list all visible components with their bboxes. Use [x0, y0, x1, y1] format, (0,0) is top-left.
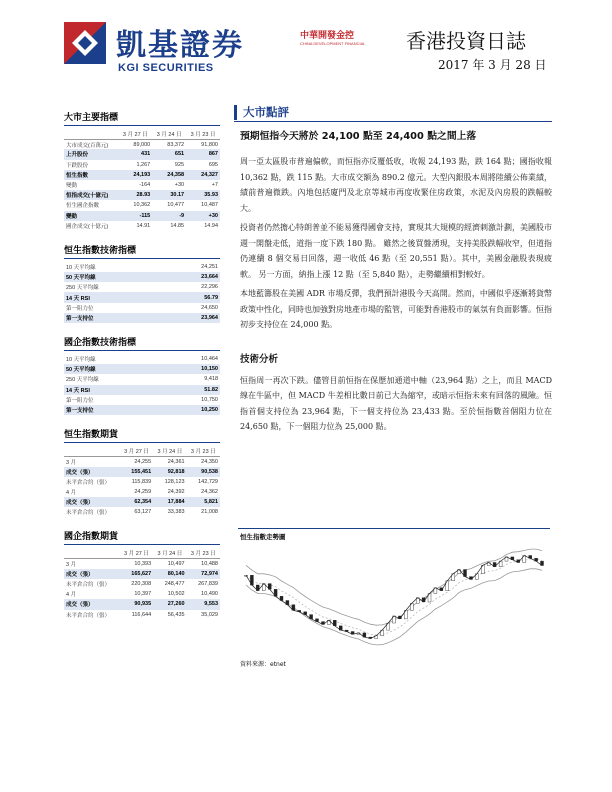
- brand-name: 凱基證券: [116, 28, 244, 63]
- col-date: 3 月 24 日: [153, 446, 186, 456]
- col-date: 3 月 23 日: [187, 446, 220, 456]
- hsi-technical: [64, 243, 220, 323]
- row-label: 成交（張）: [64, 569, 120, 579]
- partner-logo-sub: CHINA DEVELOPMENT FINANCIAL: [300, 41, 366, 46]
- left-column: [64, 110, 220, 632]
- paragraph: 周一亞太區股市普遍偏軟，而恒指亦反覆低收，收報 24,193 點，跌 164 點；國指收報 10,362 點，跌 115 點。大市成交額為 890.2 億元。大型內銀股本周將陸續公佈業績，績前普遍微跌。內地包括廈門及北京等城市再度收緊住房政策，水泥及內房股的跌幅較大。: [240, 157, 552, 213]
- cell-value: 10,750: [201, 396, 218, 403]
- cell-value: 22,296: [201, 284, 218, 291]
- cell-value: 33,383: [167, 509, 185, 516]
- cell-value: 10,497: [167, 560, 185, 567]
- cell-value: 10,502: [167, 591, 185, 598]
- table-row: [64, 200, 220, 210]
- hscei-futures-title: 國企指數期貨: [64, 529, 220, 545]
- lower-band-line: [246, 569, 542, 645]
- cell-value: 10,488: [201, 560, 218, 567]
- cell-value: 165,627: [120, 569, 153, 579]
- col-date: 3 月 27 日: [118, 129, 152, 139]
- row-label: 250 天平均線: [66, 377, 99, 384]
- technical-analysis-paragraph: 恒指周一再次下跌。儘管目前恒指在保歷加通道中軸（23,964 點）之上，而且 MACD 線在牛區中，但 MACD 牛差相比數日前已大為縮窄，或暗示恒指未來有回落的風險。恒指首個支持位為 23,964 點，下一個支持位為 23,433 點。至於恒指數首個阻力位在 24,650 點，下一個阻力位為 25,000 點。: [240, 375, 552, 431]
- cell-value: 9,553: [187, 599, 220, 609]
- col-date: 3 月 24 日: [152, 129, 186, 139]
- cell-value: 21,008: [201, 509, 218, 516]
- row-label: 4 月: [66, 592, 77, 599]
- row-label: 未平倉合約（張）: [66, 582, 111, 589]
- cell-value: 91,800: [201, 141, 218, 148]
- commentary: [234, 104, 552, 439]
- market-indicators-title: 大市主要指標: [64, 110, 220, 126]
- cell-value: 30.17: [152, 190, 186, 200]
- cell-value: 35,029: [201, 611, 218, 618]
- hscei-technical-title: 國企指數技術指標: [64, 335, 220, 351]
- row-label: 大市成交(百萬元): [66, 142, 109, 149]
- cell-value: 10,250: [164, 405, 220, 415]
- row-label: 10 天平均線: [66, 357, 96, 364]
- row-label: 成交（張）: [64, 497, 120, 507]
- table-row: [64, 303, 220, 313]
- table-row: [64, 170, 220, 180]
- table-row: [64, 221, 220, 231]
- row-label: 第一支持位: [64, 405, 164, 415]
- hsi-futures-title: 恒生指數期貨: [64, 427, 220, 443]
- table-row: [64, 579, 220, 589]
- table-row: [64, 487, 220, 497]
- row-label: 上升股份: [64, 149, 118, 159]
- cell-value: 24,193: [118, 170, 152, 180]
- table-row: [64, 262, 220, 272]
- row-label: 第一阻力位: [66, 397, 94, 404]
- cell-value: -115: [118, 211, 152, 221]
- table-row: [64, 139, 220, 149]
- cell-value: 867: [186, 149, 220, 159]
- row-label: 變動: [66, 183, 78, 190]
- cell-value: 116,644: [131, 611, 152, 618]
- row-label: 成交（張）: [64, 599, 120, 609]
- cell-value: 56.79: [164, 292, 220, 302]
- cell-value: 14.91: [136, 222, 151, 229]
- series-line: [246, 556, 542, 639]
- cell-value: 89,000: [133, 141, 151, 148]
- hsi-technical-title: 恒生指數技術指標: [64, 243, 220, 259]
- table-row: [64, 160, 220, 170]
- cell-value: 10,362: [133, 202, 151, 209]
- row-label: 未平倉合約（張）: [66, 612, 111, 619]
- cell-value: 72,974: [187, 569, 220, 579]
- chart-title: 恒生指數走勢圖: [240, 533, 286, 541]
- cell-value: 24,350: [201, 458, 218, 465]
- hsi-futures-table: [64, 446, 220, 517]
- cell-value: +30: [174, 182, 185, 189]
- row-label: 恒指成交(十億元): [64, 190, 118, 200]
- brand-subtitle: KGI SECURITIES: [118, 62, 214, 74]
- row-label: 變動: [64, 211, 118, 221]
- table-row: [64, 292, 220, 302]
- row-label: 恒生指數: [64, 170, 118, 180]
- table-row: [64, 190, 220, 200]
- table-row: [64, 395, 220, 405]
- cell-value: 24,650: [201, 304, 218, 311]
- cell-value: 5,821: [187, 497, 220, 507]
- table-row: [64, 149, 220, 159]
- cell-value: 27,260: [153, 599, 186, 609]
- table-row: [64, 313, 220, 323]
- cell-value: 10,487: [201, 202, 218, 209]
- divider: [234, 121, 552, 122]
- cell-value: 17,884: [153, 497, 186, 507]
- cell-value: 1,267: [136, 161, 151, 168]
- paragraph: 投資者仍然擔心特朗普並不能易獲得國會支持，實現其大規模的經濟刺激計劃，美國股市週一開盤走低，道指一度下跌 180 點。 雖然之後買盤湧現，支持美股跌幅收窄，但道指仍連續 8 個交易日回落，週一收低 46 點（至 20,551 點）。其中，美國金融股表現疲軟。 另一方面，納指上漲 12 點（至 5,840 點），走勢繼續相對較好。: [240, 223, 552, 279]
- cell-value: 24,255: [134, 458, 152, 465]
- col-date: 3 月 27 日: [120, 446, 153, 456]
- row-label: 14 天 RSI: [64, 385, 164, 395]
- table-row: [64, 374, 220, 384]
- cell-value: 24,259: [134, 488, 152, 495]
- cell-value: 267,839: [198, 581, 218, 588]
- col-date: 3 月 23 日: [187, 548, 220, 558]
- cell-value: 128,123: [164, 478, 185, 485]
- col-date: 3 月 24 日: [153, 548, 186, 558]
- row-label: 國企成交(十億元): [66, 223, 109, 230]
- table-row: [64, 507, 220, 517]
- cell-value: 62,354: [120, 497, 153, 507]
- cell-value: 142,729: [198, 478, 218, 485]
- cell-value: 51.82: [164, 385, 220, 395]
- row-label: 3 月: [66, 561, 77, 568]
- cell-value: 23,964: [164, 313, 220, 323]
- commentary-title: 大市點評: [243, 105, 289, 119]
- cell-value: 10,490: [201, 591, 218, 598]
- source-note: 資料來源：etnet: [240, 661, 286, 668]
- row-label: 第一阻力位: [66, 305, 94, 312]
- cell-value: 90,538: [187, 467, 220, 477]
- cell-value: 24,358: [152, 170, 186, 180]
- table-row: [64, 569, 220, 579]
- cell-value: 24,362: [201, 488, 218, 495]
- hscei-technical-table: [64, 354, 220, 415]
- cell-value: 23,664: [164, 272, 220, 282]
- cell-value: 651: [152, 149, 186, 159]
- table-row: [64, 282, 220, 292]
- cell-value: 10,397: [134, 591, 152, 598]
- market-indicators: [64, 110, 220, 231]
- cell-value: +7: [211, 182, 218, 189]
- cell-value: 695: [208, 161, 218, 168]
- cell-value: -9: [152, 211, 186, 221]
- table-row: [64, 272, 220, 282]
- table-row: [64, 589, 220, 599]
- cell-value: 24,327: [186, 170, 220, 180]
- row-label: 未平倉合約（張）: [66, 479, 111, 486]
- commentary-header: [234, 104, 552, 122]
- hscei-futures-table: [64, 548, 220, 619]
- row-label: 第一支持位: [64, 313, 164, 323]
- cell-value: -164: [139, 182, 151, 189]
- row-label: 恒生國企指數: [66, 203, 100, 210]
- table-row: [64, 477, 220, 487]
- technical-analysis-title: 技術分析: [240, 353, 279, 365]
- table-row: [64, 467, 220, 477]
- row-label: 50 天平均線: [64, 272, 164, 282]
- cell-value: 28.93: [118, 190, 152, 200]
- cell-value: 24,361: [167, 458, 185, 465]
- row-label: 4 月: [66, 489, 77, 496]
- cell-value: 10,393: [134, 560, 152, 567]
- row-label: 成交（張）: [64, 467, 120, 477]
- row-label: 未平倉合約（張）: [66, 510, 111, 517]
- cell-value: +30: [186, 211, 220, 221]
- col-date: 3 月 23 日: [186, 129, 220, 139]
- cell-value: 10,477: [167, 202, 185, 209]
- cell-value: 90,935: [120, 599, 153, 609]
- table-row: [64, 456, 220, 466]
- row-label: 3 月: [66, 459, 77, 466]
- cell-value: 431: [118, 149, 152, 159]
- kgi-logo-icon: [64, 22, 106, 64]
- hscei-futures: [64, 529, 220, 619]
- table-row: [64, 211, 220, 221]
- cell-value: 14.94: [204, 222, 218, 229]
- cell-value: 63,127: [134, 509, 152, 516]
- row-label: 250 天平均線: [66, 285, 99, 292]
- table-row: [64, 610, 220, 620]
- cell-value: 80,140: [153, 569, 186, 579]
- cell-value: 155,451: [120, 467, 153, 477]
- table-row: [64, 405, 220, 415]
- mid-band-line: [246, 559, 542, 635]
- report-date: 2017 年 3 月 28 日: [438, 58, 547, 72]
- market-indicators-table: [64, 129, 220, 231]
- table-row: [64, 180, 220, 190]
- cell-value: 9,418: [204, 376, 218, 383]
- table-row: [64, 497, 220, 507]
- cell-value: 925: [174, 161, 185, 168]
- table-row: [64, 385, 220, 395]
- cell-value: 10,464: [201, 356, 218, 363]
- cell-value: 14.85: [170, 222, 185, 229]
- cell-value: 24,251: [201, 263, 218, 270]
- table-row: [64, 599, 220, 609]
- col-date: 3 月 27 日: [120, 548, 153, 558]
- table-row: [64, 559, 220, 569]
- row-label: 50 天平均線: [64, 364, 164, 374]
- section-marker: [234, 105, 237, 120]
- row-label: 14 天 RSI: [64, 292, 164, 302]
- headline: 預期恒指今天將於 24,100 點至 24,400 點之間上落: [240, 131, 477, 142]
- hscei-technical: [64, 335, 220, 415]
- cell-value: 35.93: [186, 190, 220, 200]
- table-row: [64, 354, 220, 364]
- cell-value: 248,477: [164, 581, 185, 588]
- paragraph: 本地藍籌股在美國 ADR 市場反彈，我們預計港股今天高開。然而，中國似乎逐漸將貨幣政策中性化，同時也加強對房地產市場的監管，可能對香港股市的氣氛有負面影響。恒指初步支持位在 24,000 點。: [240, 289, 552, 329]
- table-row: [64, 364, 220, 374]
- hsi-chart: [238, 528, 550, 652]
- upper-band-line: [246, 549, 542, 625]
- partner-logo: 中華開發金控: [300, 31, 355, 41]
- row-label: 下跌股份: [66, 162, 89, 169]
- cell-value: 56,435: [167, 611, 185, 618]
- row-label: 10 天平均線: [66, 264, 96, 271]
- report-title: 香港投資日誌: [406, 29, 526, 53]
- cell-value: 92,818: [153, 467, 186, 477]
- cell-value: 83,372: [167, 141, 185, 148]
- cell-value: 10,150: [164, 364, 220, 374]
- hsi-futures: [64, 427, 220, 517]
- cell-value: 220,308: [131, 581, 152, 588]
- chart-plot: [238, 541, 550, 653]
- cell-value: 115,839: [131, 478, 152, 485]
- cell-value: 24,392: [167, 488, 185, 495]
- hsi-technical-table: [64, 262, 220, 323]
